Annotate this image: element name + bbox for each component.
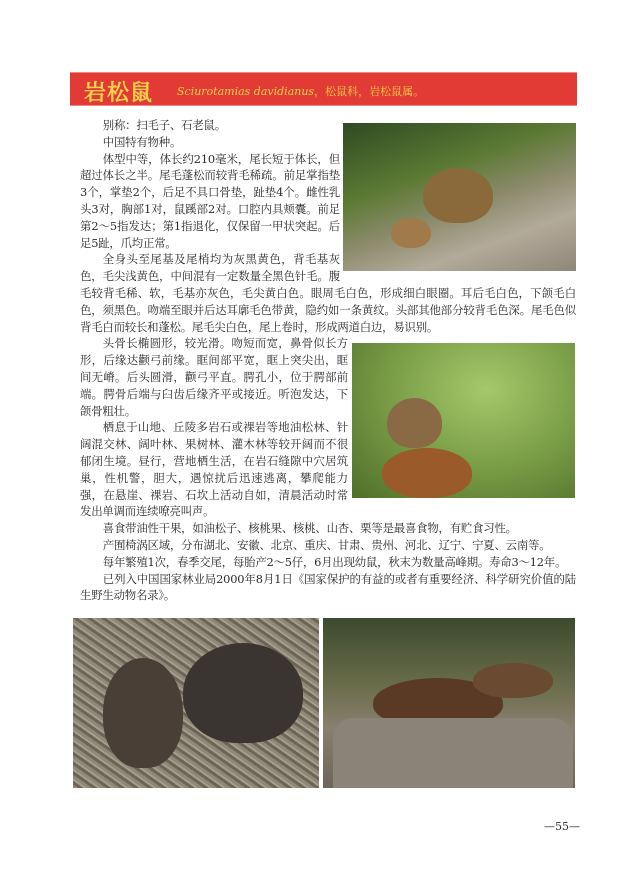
paragraph: 体型中等，体长约210毫米，尾长短于体长，但超过体长之半。尾毛蓬松而较背毛稀疏。前足掌指垫3个，掌垫2个，后足不具口骨垫，趾垫4个。雌性乳头3对，胸部1对，鼠蹊部2对。口腔内具颊囊。前足第2～5指发达；第1指退化，仅保留一甲状突起。后足5趾，爪均正常。 [80,151,340,250]
paragraph: 中国特有物种。 [102,134,182,149]
article-body [80,117,576,604]
squirrel-tail [473,663,553,698]
paragraph: 全身头至尾基及尾梢均为灰黑黄色，背毛基灰色，毛尖浅黄色，中间混有一定数量全黑色针毛。腹毛较背毛稀、软，毛基亦灰色，毛尖黄白色。眼周毛白色，形成细白眼圈。耳后毛白色，下颌毛白色，须黑色。吻端至眼并后达耳廓毛色带黄，隐约如一条黄纹。头部其他部分较背毛色深。尾毛色似背毛白而较长和蓬松。尾毛尖白色，尾上卷时，形成两道白边，易识别。 [80,252,576,334]
paragraph: 每年繁殖1次，春季交尾，每胎产2～5仔，6月出现幼鼠，秋末为数量高峰期。寿命3～12年。 [102,554,567,569]
photo-squirrel-on-log [323,618,575,788]
log [333,718,573,788]
squirrel-figure [103,658,183,768]
squirrel-tail [183,643,303,743]
paragraph: 栖息于山地、丘陵多岩石或裸岩等地油松林、针阔混交林、阔叶林、果树林、灌木林等较开阔而不很郁闭生境。昼行，营地栖生活，在岩石缝隙中穴居筑巢，性机警，胆大，遇惊扰后迅速逃离，攀爬能力强，在悬崖、裸岩、石坎上活动自如，清晨活动时常发出单调而连续嘹亮叫声。 [80,420,348,519]
paragraph: 产囿椅涡区域，分布湖北、安徽、北京、重庆、甘肃、贵州、河北、辽宁、宁夏、云南等。 [102,537,551,552]
paragraph: 别称：扫毛子、石老鼠。 [102,118,226,132]
page-number: —55— [544,820,580,833]
float-spacer [340,117,576,269]
taxonomy: ，松鼠科，岩松鼠属。 [314,85,425,98]
paragraph: 喜食带油性干果，如油松子、核桃果、核桃、山杏、栗等是最喜食物，有贮食习性。 [102,521,517,536]
paragraph: 头骨长椭圆形，较光滑。吻短而宽，鼻骨似长方形，后缘达颧弓前缘。眶间部平宽，眶上突尖出，眶间无嵴。后头圆滑，颧弓平直。腭孔小，位于腭部前端。腭骨后端与臼齿后缘齐平或接近。听泡发达，下颌骨粗壮。 [80,336,348,418]
photo-squirrel-eating [73,618,319,788]
float-spacer [348,337,576,487]
species-header-bar [70,72,577,106]
species-title: 岩松鼠 [84,81,154,106]
scientific-name: Sciurotamias davidianus [177,85,315,98]
paragraph: 已列入中国国家林业局2000年8月1日《国家保护的有益的或者有重要经济、科学研究价值的陆生野生动物名录》。 [80,571,576,603]
species-classification [177,83,424,99]
